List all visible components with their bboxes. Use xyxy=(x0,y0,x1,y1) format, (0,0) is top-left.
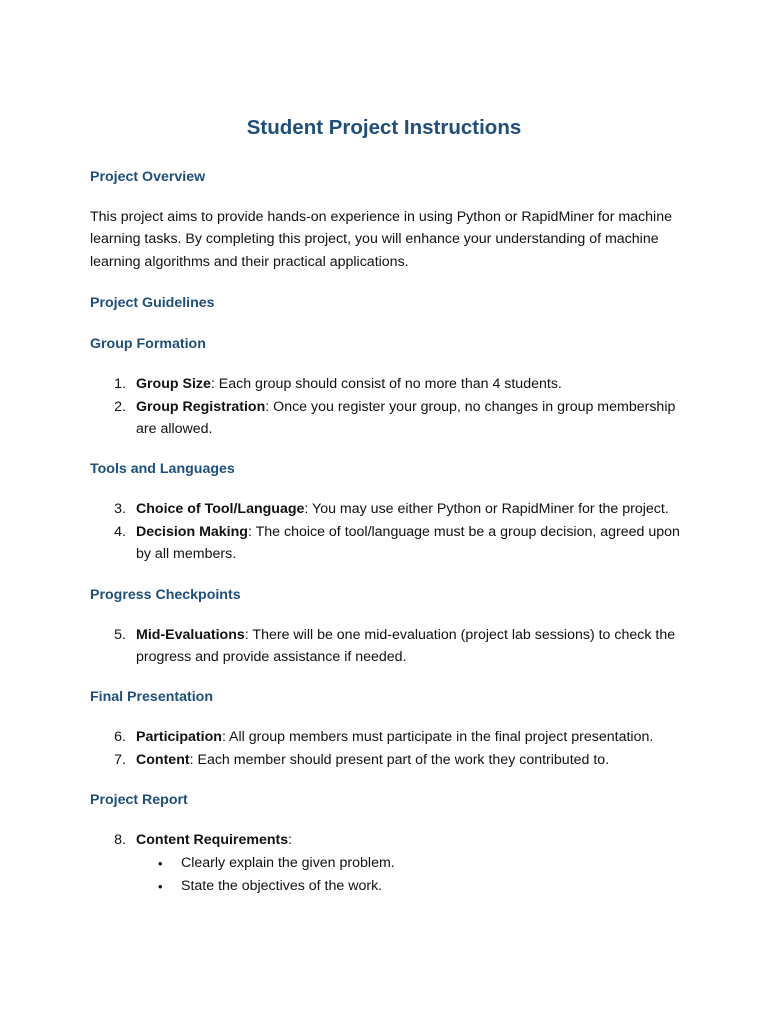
section-heading-overview: Project Overview xyxy=(90,169,206,185)
item-label: Choice of Tool/Language xyxy=(136,501,305,518)
overview-paragraph: This project aims to provide hands-on experience in using Python or RapidMiner for machine learning tasks. By completing this project, you will enhance your understanding of machine learning algorithms and their practical applications. xyxy=(90,209,672,270)
report-list xyxy=(90,829,690,897)
list-item xyxy=(90,498,690,520)
report-bullet-list xyxy=(136,852,690,898)
list-number: 5. xyxy=(114,626,126,643)
section-heading-checkpoints: Progress Checkpoints xyxy=(90,586,241,603)
list-item xyxy=(90,749,690,771)
section-heading-report: Project Report xyxy=(90,792,188,809)
item-text: : Each member should present part of the work they contributed to. xyxy=(189,751,610,768)
section-heading-guidelines: Project Guidelines xyxy=(90,295,215,312)
list-item xyxy=(90,396,690,441)
item-label: Group Registration xyxy=(136,398,266,415)
list-number: 3. xyxy=(114,501,126,518)
bullet-text: Clearly explain the given problem. xyxy=(181,854,395,871)
list-item xyxy=(90,624,690,669)
item-text: : The choice of tool/language must be a group decision, agreed upon by all members. xyxy=(136,523,680,563)
list-number: 7. xyxy=(114,751,126,768)
page-title: Student Project Instructions xyxy=(246,116,522,139)
section-heading-group-formation: Group Formation xyxy=(90,336,206,353)
section-heading-presentation: Final Presentation xyxy=(90,689,213,706)
item-label: Content xyxy=(136,751,190,768)
list-item xyxy=(90,521,690,566)
document-body xyxy=(90,166,690,898)
bullet-item xyxy=(136,852,690,875)
bullet-text: State the objectives of the work. xyxy=(181,877,383,894)
item-text: : There will be one mid-evaluation (project lab sessions) to check the progress and provide assistance if needed. xyxy=(136,626,676,666)
item-label: Participation xyxy=(136,729,222,746)
section-heading-tools: Tools and Languages xyxy=(90,461,235,478)
item-label: Mid-Evaluations xyxy=(136,626,245,643)
list-number: 1. xyxy=(114,376,126,393)
item-label: Group Size xyxy=(136,376,211,393)
bullet-icon: • xyxy=(158,878,163,894)
item-text: : All group members must participate in the final project presentation. xyxy=(221,729,654,746)
list-item xyxy=(90,829,690,897)
list-item xyxy=(90,726,690,748)
presentation-list xyxy=(90,726,690,771)
group-formation-list xyxy=(90,373,690,440)
item-text: : Each group should consist of no more than 4 students. xyxy=(210,376,562,393)
list-number: 4. xyxy=(114,523,126,540)
item-label: Decision Making xyxy=(136,523,248,540)
bullet-item xyxy=(136,875,690,898)
list-item xyxy=(90,373,690,395)
list-number: 2. xyxy=(114,398,126,415)
item-text: : You may use either Python or RapidMiner for the project. xyxy=(304,501,669,518)
item-text: : xyxy=(288,832,293,849)
bullet-icon: • xyxy=(158,855,163,871)
list-number: 8. xyxy=(114,832,126,849)
list-number: 6. xyxy=(114,729,126,746)
item-text: : Once you register your group, no changes in group membership are allowed. xyxy=(136,398,676,438)
checkpoints-list xyxy=(90,624,690,669)
item-label: Content Requirements xyxy=(136,832,289,849)
tools-list xyxy=(90,498,690,565)
